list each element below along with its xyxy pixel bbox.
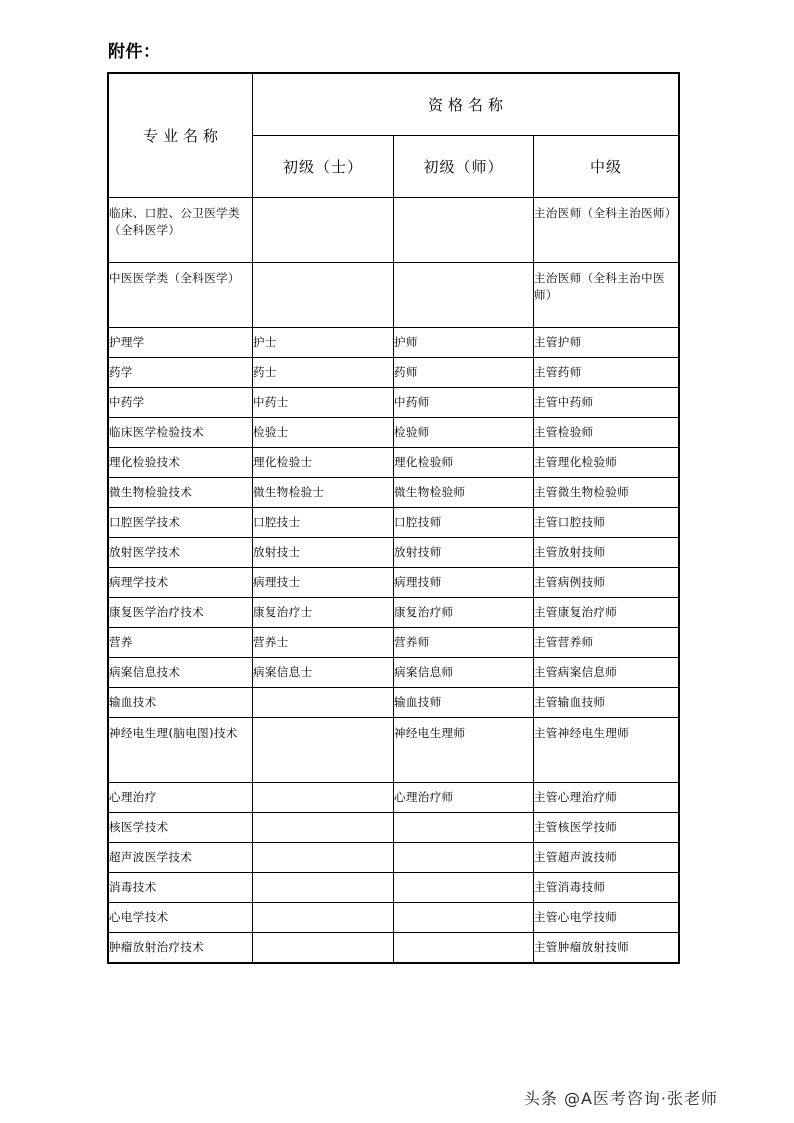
cell-major-text: 输血技术: [109, 695, 157, 709]
cell-mid: [534, 628, 679, 658]
cell-junior-shih-text: 心理治疗师: [394, 790, 454, 804]
cell-junior-shi: [253, 598, 394, 628]
cell-junior-shih: [394, 263, 534, 328]
table-row: [109, 843, 679, 873]
cell-mid: [534, 718, 679, 783]
table-body: [109, 198, 679, 963]
table-header-row-primary: [109, 74, 679, 136]
table-row: [109, 688, 679, 718]
cell-major-text: 康复医学治疗技术: [109, 605, 205, 619]
cell-junior-shi: [253, 263, 394, 328]
column-header-junior-shih: 初级（师）: [394, 136, 534, 198]
cell-mid-text: 主管中药师: [534, 395, 594, 409]
cell-mid-text: 主治医师（全科主治医师）: [534, 206, 677, 220]
cell-junior-shih-text: 病理技师: [394, 575, 442, 589]
cell-junior-shih-text: 理化检验师: [394, 455, 454, 469]
cell-junior-shih: [394, 658, 534, 688]
cell-mid: [534, 933, 679, 963]
cell-mid-text: 主管微生物检验师: [534, 485, 630, 499]
cell-junior-shih: [394, 903, 534, 933]
cell-major: [109, 688, 253, 718]
attachment-heading: 附件：: [108, 42, 161, 62]
cell-junior-shih: [394, 538, 534, 568]
cell-junior-shi: [253, 328, 394, 358]
cell-major: [109, 263, 253, 328]
qualification-table: [108, 73, 679, 963]
cell-mid: [534, 783, 679, 813]
column-header-junior-shi: 初级（士）: [253, 136, 394, 198]
cell-junior-shi: [253, 933, 394, 963]
cell-mid: [534, 508, 679, 538]
cell-mid: [534, 198, 679, 263]
cell-mid-text: 主管输血技师: [534, 695, 606, 709]
cell-junior-shi: [253, 538, 394, 568]
table-row: [109, 933, 679, 963]
column-header-mid: 中级: [534, 136, 679, 198]
cell-mid: [534, 658, 679, 688]
cell-junior-shih-text: 药师: [394, 365, 418, 379]
cell-junior-shi: [253, 903, 394, 933]
cell-junior-shi: [253, 813, 394, 843]
cell-junior-shi: [253, 628, 394, 658]
cell-mid-text: 主治医师（全科主治中医师）: [534, 271, 665, 302]
cell-junior-shih-text: 中药师: [394, 395, 430, 409]
cell-major: [109, 328, 253, 358]
cell-mid: [534, 478, 679, 508]
cell-mid-text: 主管放射技师: [534, 545, 606, 559]
table-row: [109, 568, 679, 598]
cell-junior-shih: [394, 418, 534, 448]
cell-mid-text: 主管药师: [534, 365, 582, 379]
column-header-major: 专业名称: [109, 74, 253, 198]
cell-junior-shih: [394, 478, 534, 508]
cell-mid-text: 主管口腔技师: [534, 515, 606, 529]
cell-mid: [534, 328, 679, 358]
cell-major: [109, 843, 253, 873]
cell-junior-shi-text: 药士: [253, 365, 277, 379]
cell-junior-shih: [394, 358, 534, 388]
cell-junior-shih-text: 营养师: [394, 635, 430, 649]
cell-junior-shi-text: 中药士: [253, 395, 289, 409]
table-row: [109, 538, 679, 568]
cell-junior-shih: [394, 628, 534, 658]
cell-junior-shi-text: 放射技士: [253, 545, 301, 559]
cell-major: [109, 933, 253, 963]
table-row: [109, 783, 679, 813]
cell-major-text: 心理治疗: [109, 790, 157, 804]
cell-junior-shih: [394, 813, 534, 843]
cell-major-text: 营养: [109, 635, 133, 649]
cell-major-text: 口腔医学技术: [109, 515, 181, 529]
table-row: [109, 388, 679, 418]
table-row: [109, 358, 679, 388]
cell-junior-shi: [253, 448, 394, 478]
table-row: [109, 508, 679, 538]
cell-junior-shi: [253, 568, 394, 598]
cell-major: [109, 783, 253, 813]
cell-major: [109, 568, 253, 598]
cell-major-text: 中医医学类（全科医学）: [109, 271, 240, 285]
cell-major-text: 消毒技术: [109, 880, 157, 894]
cell-junior-shih: [394, 598, 534, 628]
cell-mid-text: 主管肿瘤放射技师: [534, 940, 630, 954]
cell-major-text: 神经电生理(脑电图)技术: [109, 726, 238, 740]
cell-junior-shi-text: 微生物检验士: [253, 485, 325, 499]
cell-mid: [534, 688, 679, 718]
cell-junior-shih-text: 护师: [394, 335, 418, 349]
cell-junior-shih-text: 口腔技师: [394, 515, 442, 529]
table-row: [109, 598, 679, 628]
cell-mid-text: 主管心理治疗师: [534, 790, 618, 804]
cell-major-text: 病理学技术: [109, 575, 169, 589]
cell-junior-shih: [394, 328, 534, 358]
cell-major-text: 临床医学检验技术: [109, 425, 205, 439]
cell-mid: [534, 418, 679, 448]
cell-major: [109, 873, 253, 903]
cell-junior-shi: [253, 783, 394, 813]
cell-mid: [534, 263, 679, 328]
table-row: [109, 328, 679, 358]
cell-junior-shi: [253, 358, 394, 388]
cell-major: [109, 598, 253, 628]
cell-mid: [534, 448, 679, 478]
cell-mid: [534, 873, 679, 903]
cell-major: [109, 388, 253, 418]
cell-junior-shih: [394, 388, 534, 418]
cell-mid: [534, 843, 679, 873]
cell-major-text: 微生物检验技术: [109, 485, 193, 499]
table-row: [109, 263, 679, 328]
cell-mid: [534, 538, 679, 568]
cell-mid-text: 主管核医学技师: [534, 820, 618, 834]
cell-mid: [534, 903, 679, 933]
footer-watermark: 头条 @A医考咨询·张老师: [523, 1089, 718, 1108]
cell-mid-text: 主管康复治疗师: [534, 605, 618, 619]
cell-major: [109, 478, 253, 508]
table-row: [109, 628, 679, 658]
cell-major-text: 心电学技术: [109, 910, 169, 924]
cell-mid-text: 主管病案信息师: [534, 665, 618, 679]
cell-mid: [534, 598, 679, 628]
cell-mid-text: 主管心电学技师: [534, 910, 618, 924]
cell-junior-shih: [394, 783, 534, 813]
cell-major-text: 核医学技术: [109, 820, 169, 834]
cell-mid-text: 主管检验师: [534, 425, 594, 439]
cell-major: [109, 358, 253, 388]
cell-junior-shi-text: 护士: [253, 335, 277, 349]
cell-junior-shi-text: 病案信息士: [253, 665, 313, 679]
cell-junior-shih: [394, 508, 534, 538]
cell-junior-shi: [253, 388, 394, 418]
cell-junior-shih: [394, 198, 534, 263]
table-header: [109, 74, 679, 198]
table-row: [109, 418, 679, 448]
cell-major: [109, 538, 253, 568]
cell-junior-shi-text: 口腔技士: [253, 515, 301, 529]
cell-major: [109, 508, 253, 538]
cell-mid: [534, 388, 679, 418]
cell-mid-text: 主管超声波技师: [534, 850, 618, 864]
cell-junior-shi: [253, 843, 394, 873]
cell-junior-shi-text: 康复治疗士: [253, 605, 313, 619]
cell-junior-shih: [394, 843, 534, 873]
cell-mid-text: 主管病例技师: [534, 575, 606, 589]
cell-junior-shih: [394, 933, 534, 963]
cell-mid-text: 主管消毒技师: [534, 880, 606, 894]
cell-junior-shi-text: 病理技士: [253, 575, 301, 589]
table-row: [109, 448, 679, 478]
cell-junior-shih: [394, 448, 534, 478]
cell-junior-shih: [394, 568, 534, 598]
cell-major: [109, 198, 253, 263]
cell-junior-shi: [253, 688, 394, 718]
cell-junior-shi: [253, 718, 394, 783]
cell-major: [109, 448, 253, 478]
cell-major-text: 护理学: [109, 335, 145, 349]
table-row: [109, 873, 679, 903]
cell-major-text: 肿瘤放射治疗技术: [109, 940, 205, 954]
cell-mid-text: 主管营养师: [534, 635, 594, 649]
cell-junior-shi: [253, 198, 394, 263]
cell-mid: [534, 358, 679, 388]
cell-junior-shi: [253, 873, 394, 903]
cell-major-text: 药学: [109, 365, 133, 379]
table-row: [109, 658, 679, 688]
table-row: [109, 718, 679, 783]
cell-junior-shih: [394, 718, 534, 783]
cell-junior-shih-text: 微生物检验师: [394, 485, 466, 499]
cell-mid-text: 主管护师: [534, 335, 582, 349]
cell-junior-shi-text: 营养士: [253, 635, 289, 649]
cell-major: [109, 658, 253, 688]
table-row: [109, 813, 679, 843]
table-row: [109, 478, 679, 508]
cell-mid-text: 主管神经电生理师: [534, 726, 630, 740]
cell-junior-shi-text: 理化检验士: [253, 455, 313, 469]
cell-major: [109, 813, 253, 843]
table-row: [109, 198, 679, 263]
cell-major-text: 理化检验技术: [109, 455, 181, 469]
cell-major-text: 超声波医学技术: [109, 850, 193, 864]
cell-major-text: 病案信息技术: [109, 665, 181, 679]
cell-major-text: 临床、口腔、公卫医学类（全科医学）: [109, 206, 240, 237]
cell-major: [109, 418, 253, 448]
cell-junior-shih-text: 神经电生理师: [394, 726, 466, 740]
cell-junior-shi: [253, 658, 394, 688]
cell-mid: [534, 568, 679, 598]
cell-major: [109, 718, 253, 783]
cell-junior-shi-text: 检验士: [253, 425, 289, 439]
cell-junior-shih-text: 康复治疗师: [394, 605, 454, 619]
column-header-qualification: 资格名称: [253, 74, 679, 136]
cell-mid: [534, 813, 679, 843]
cell-junior-shih-text: 检验师: [394, 425, 430, 439]
cell-mid-text: 主管理化检验师: [534, 455, 618, 469]
cell-junior-shih: [394, 688, 534, 718]
cell-major-text: 放射医学技术: [109, 545, 181, 559]
cell-junior-shi: [253, 478, 394, 508]
cell-junior-shih: [394, 873, 534, 903]
cell-junior-shi: [253, 418, 394, 448]
cell-major: [109, 903, 253, 933]
cell-junior-shih-text: 输血技师: [394, 695, 442, 709]
cell-major: [109, 628, 253, 658]
table-row: [109, 903, 679, 933]
cell-major-text: 中药学: [109, 395, 145, 409]
cell-junior-shih-text: 病案信息师: [394, 665, 454, 679]
cell-junior-shih-text: 放射技师: [394, 545, 442, 559]
cell-junior-shi: [253, 508, 394, 538]
